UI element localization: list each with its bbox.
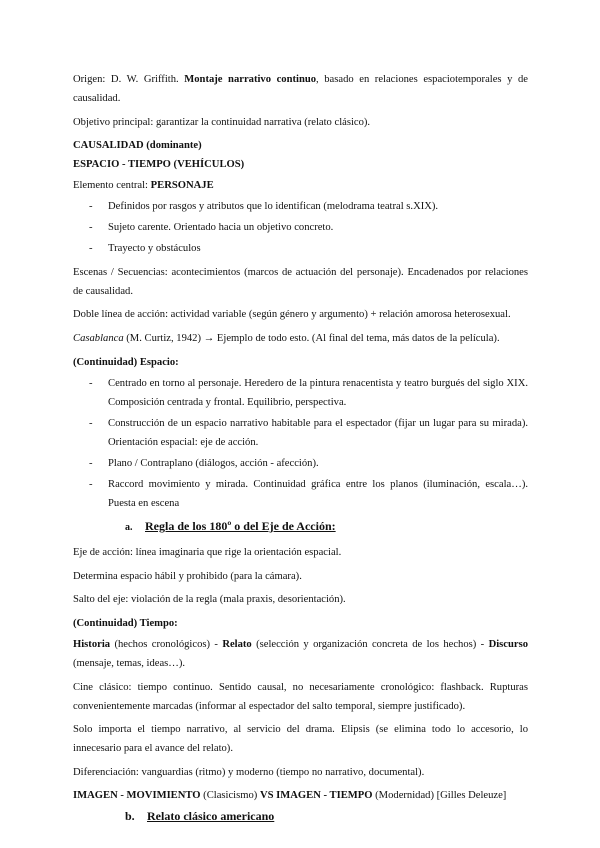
subsection-b-heading (73, 807, 528, 826)
list-item: - Sujeto carente. Orientado hacia un objetivo concreto. (89, 222, 334, 234)
list-item: - Trayecto y obstáculos (89, 243, 201, 255)
origin-paragraph (73, 70, 528, 108)
list-item: - Construcción de un espacio narrativo habitable para el espectador (fijar un lugar para su mirada). Orientación espacial: eje de acción. (89, 417, 528, 448)
origin-text-end: , basado en relaciones espaciotemporales y de causalidad. (73, 74, 528, 104)
list-item: - Centrado en torno al personaje. Heredero de la pintura renacentista y teatro burgués del siglo XIX. Composición centrada y frontal. Equilibrio, perspectiva. (89, 377, 528, 408)
document-page (73, 70, 528, 826)
list-item: - Raccord movimiento y mirada. Continuidad gráfica entre los planos (iluminación, escala…). Puesta en escena (89, 478, 528, 509)
heading-continuidad-espacio: (Continuidad) Espacio: (73, 356, 179, 368)
narrative-time-paragraph: Solo importa el tiempo narrativo, al servicio del drama. Elipsis (se elimina todo lo accesorio, lo innecesario para el avance del relato). (73, 724, 528, 755)
subsection-letter: a. (125, 522, 133, 534)
origin-text: Origen: D. W. Griffith. (73, 74, 185, 85)
determines-paragraph: Determina espacio hábil y prohibido (para la cámara). (73, 570, 302, 582)
double-line-paragraph: Doble línea de acción: actividad variable (según género y argumento) + relación amorosa heterosexual. (73, 309, 511, 321)
scenes-paragraph: Escenas / Secuencias: acontecimientos (marcos de actuación del personaje). Encadenados por relaciones de causalidad. (73, 266, 528, 297)
heading-espacio-tiempo: ESPACIO - TIEMPO (VEHÍCULOS) (73, 159, 245, 171)
heading-continuidad-tiempo: (Continuidad) Tiempo: (73, 617, 178, 629)
central-element-bold: PERSONAJE (150, 180, 214, 192)
classic-cinema-paragraph: Cine clásico: tiempo continuo. Sentido causal, no necesariamente cronológico: flashback. Rupturas convenientemente marcadas (informar al espectador del salto temporal, siempre justificado). (73, 681, 528, 712)
casablanca-paragraph (73, 329, 528, 348)
axis-paragraph: Eje de acción: línea imaginaria que rige la orientación espacial. (73, 547, 342, 559)
character-list (73, 197, 528, 258)
central-element-text: Elemento central: (73, 180, 151, 192)
subsection-title: Relato clásico americano (147, 809, 275, 824)
subsection-title: Regla de los 180º o del Eje de Acción: (145, 519, 336, 534)
list-item: - Definidos por rasgos y atributos que lo identifican (melodrama teatral s.XIX). (89, 201, 439, 213)
heading-causalidad: CAUSALIDAD (dominante) (73, 140, 202, 152)
differentiation-paragraph: Diferenciación: vanguardias (ritmo) y moderno (tiempo no narrativo, documental). (73, 766, 425, 778)
origin-bold: Montaje narrativo continuo (184, 74, 317, 85)
image-paragraph: IMAGEN - MOVIMIENTO (Clasicismo) VS IMAGEN - TIEMPO (Modernidad) [Gilles Deleuze] (73, 790, 507, 802)
jump-paragraph: Salto del eje: violación de la regla (mala praxis, desorientación). (73, 594, 346, 606)
film-title: Casablanca (73, 332, 124, 344)
list-item: - Plano / Contraplano (diálogos, acción - afección). (89, 457, 319, 469)
casablanca-text: (M. Curtiz, 1942) → Ejemplo de todo esto. (Al final del tema, más datos de la película). (123, 332, 500, 344)
objective-paragraph: Objetivo principal: garantizar la continuidad narrativa (relato clásico). (73, 116, 371, 128)
story-paragraph: Historia (hechos cronológicos) - Relato (selección y organización concreta de los hechos) - Discurso (mensaje, temas, ideas…). (73, 638, 528, 669)
central-element-paragraph (73, 176, 528, 195)
space-list (73, 374, 528, 513)
subsection-a-heading (73, 517, 528, 537)
subsection-letter: b. (125, 809, 135, 824)
